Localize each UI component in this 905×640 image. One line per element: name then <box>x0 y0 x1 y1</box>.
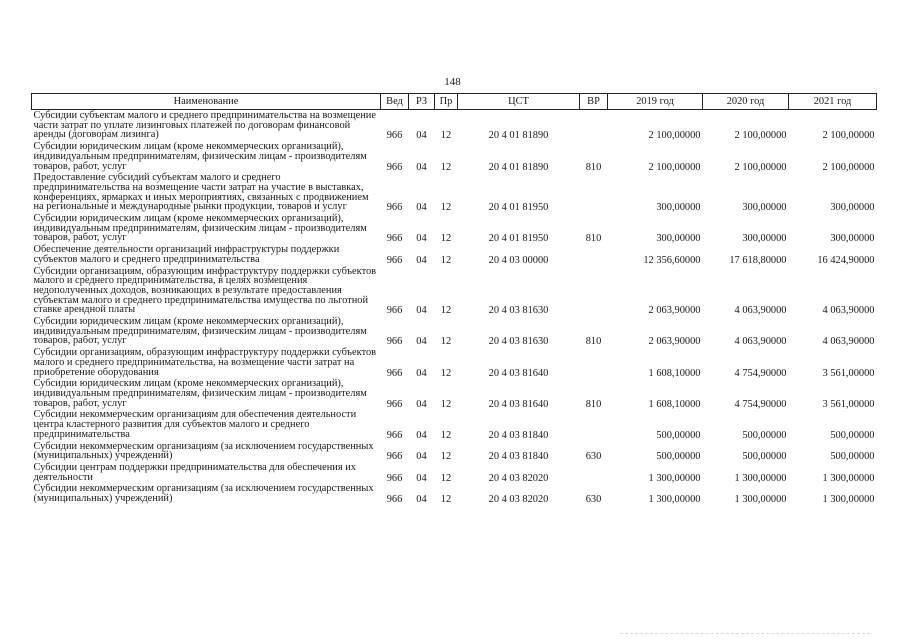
cell-ved: 966 <box>386 429 403 441</box>
column-header-pr: Пр <box>435 94 458 110</box>
table-row <box>32 409 877 440</box>
table-row <box>32 110 877 142</box>
table-row <box>32 266 877 317</box>
cell-ved: 966 <box>386 254 403 266</box>
table-row <box>32 441 877 462</box>
table-row <box>32 141 877 172</box>
cell-2019: 2 063,90000 <box>648 305 701 317</box>
cell-vr <box>580 347 608 378</box>
cell-name: Предоставление субсидий субъектам малого и среднего предпринимательства на возмещение части затрат на участие в выставках, конференциях, ярмарках и иных мероприятиях, связанных с продвижением на региональные и международные рынки продукции, товаров и услуг <box>33 172 369 213</box>
cell-2019: 1 608,10000 <box>648 398 701 410</box>
cell-rz: 04 <box>416 398 427 410</box>
table-header-row <box>32 94 877 110</box>
cell-rz: 04 <box>416 429 427 441</box>
cell-2021: 300,00000 <box>830 233 875 245</box>
cell-2021: 3 561,00000 <box>822 398 875 410</box>
cell-ved: 966 <box>386 451 403 463</box>
cell-ved: 966 <box>386 233 403 245</box>
table-row <box>32 244 877 265</box>
cell-ved: 966 <box>386 202 403 214</box>
cell-2019: 2 100,00000 <box>648 161 701 173</box>
cell-name: Субсидии некоммерческим организациям для обеспечения деятельности центра кластерного развития для субъектов малого и среднего предпринимательства <box>33 409 357 440</box>
cell-2020: 1 300,00000 <box>734 472 787 484</box>
cell-rz: 04 <box>416 472 427 484</box>
cell-cst: 20 4 03 81640 <box>488 367 549 379</box>
cell-2021: 1 300,00000 <box>822 472 875 484</box>
cell-2019: 2 100,00000 <box>648 130 701 142</box>
cell-cst: 20 4 03 82020 <box>488 494 549 506</box>
cell-vr <box>580 266 608 317</box>
cell-name: Субсидии юридическим лицам (кроме некоммерческих организаций), индивидуальным предпринимателям, физическим лицам - производителям товаров, работ, услуг <box>33 378 367 409</box>
cell-2019: 2 063,90000 <box>648 336 701 348</box>
column-header-rz: РЗ <box>409 94 435 110</box>
cell-ved: 966 <box>386 130 403 142</box>
cell-vr: 630 <box>585 451 602 463</box>
scan-artifact <box>620 633 870 637</box>
cell-cst: 20 4 01 81950 <box>488 233 549 245</box>
column-header-name: Наименование <box>32 94 381 110</box>
cell-2020: 2 100,00000 <box>734 130 787 142</box>
cell-ved: 966 <box>386 494 403 506</box>
cell-name: Субсидии организациям, образующим инфраструктуру поддержки субъектов малого и среднего предпринимательства, в целях возмещения недополученных доходов, возникающих в результате предоставления субъектам малого и среднего предпринимательства имущества по льготной ставке арендной платы <box>33 265 377 316</box>
cell-ved: 966 <box>386 336 403 348</box>
cell-2020: 2 100,00000 <box>734 161 787 173</box>
cell-vr <box>580 409 608 440</box>
cell-ved: 966 <box>386 367 403 379</box>
column-header-2021: 2021 год <box>789 94 877 110</box>
page-number: 148 <box>444 76 461 88</box>
cell-rz: 04 <box>416 494 427 506</box>
table-row <box>32 483 877 504</box>
cell-2021: 300,00000 <box>830 202 875 214</box>
cell-rz: 04 <box>416 451 427 463</box>
table-row <box>32 316 877 347</box>
cell-pr: 12 <box>440 429 452 441</box>
cell-cst: 20 4 03 81630 <box>488 336 549 348</box>
cell-vr: 810 <box>585 233 602 245</box>
cell-2019: 500,00000 <box>656 451 701 463</box>
cell-rz: 04 <box>416 254 427 266</box>
cell-2021: 16 424,90000 <box>817 254 875 266</box>
cell-vr <box>580 462 608 483</box>
cell-vr: 810 <box>585 398 602 410</box>
cell-cst: 20 4 03 81840 <box>488 451 549 463</box>
table-row <box>32 462 877 483</box>
cell-cst: 20 4 01 81890 <box>488 161 549 173</box>
cell-2020: 500,00000 <box>742 451 787 463</box>
cell-pr: 12 <box>440 130 452 142</box>
cell-ved: 966 <box>386 398 403 410</box>
table-row <box>32 378 877 409</box>
cell-rz: 04 <box>416 336 427 348</box>
cell-cst: 20 4 03 00000 <box>488 254 549 266</box>
cell-cst: 20 4 03 82020 <box>488 472 549 484</box>
cell-pr: 12 <box>440 472 452 484</box>
cell-2019: 300,00000 <box>656 202 701 214</box>
cell-cst: 20 4 03 81630 <box>488 305 549 317</box>
cell-2021: 3 561,00000 <box>822 367 875 379</box>
cell-name: Субсидии юридическим лицам (кроме некоммерческих организаций), индивидуальным предпринимателям, физическим лицам - производителям товаров, работ, услуг <box>33 141 367 172</box>
cell-2020: 4 754,90000 <box>734 398 787 410</box>
cell-name: Субсидии некоммерческим организациям (за исключением государственных (муниципальных) учреждений) <box>33 440 374 462</box>
cell-2021: 500,00000 <box>830 429 875 441</box>
cell-2021: 2 100,00000 <box>822 161 875 173</box>
cell-vr: 630 <box>585 494 602 506</box>
cell-2020: 300,00000 <box>742 233 787 245</box>
cell-2019: 1 608,10000 <box>648 367 701 379</box>
cell-rz: 04 <box>416 305 427 317</box>
cell-name: Субсидии юридическим лицам (кроме некоммерческих организаций), индивидуальным предпринимателям, физическим лицам - производителям товаров, работ, услуг <box>33 213 367 244</box>
table-body <box>32 110 877 505</box>
cell-rz: 04 <box>416 367 427 379</box>
cell-2020: 17 618,80000 <box>729 254 787 266</box>
cell-2021: 4 063,90000 <box>822 305 875 317</box>
column-header-vr: ВР <box>580 94 608 110</box>
cell-2021: 1 300,00000 <box>822 494 875 506</box>
cell-2019: 12 356,60000 <box>643 254 701 266</box>
budget-table <box>31 93 877 505</box>
cell-2021: 4 063,90000 <box>822 336 875 348</box>
cell-2020: 4 754,90000 <box>734 367 787 379</box>
cell-pr: 12 <box>440 494 452 506</box>
cell-name: Субсидии центрам поддержки предпринимательства для обеспечения их деятельности <box>33 461 356 483</box>
cell-name: Субсидии организациям, образующим инфраструктуру поддержки субъектов малого и среднего предпринимательства, на возмещение части затрат на приобретение оборудования <box>33 347 377 378</box>
cell-name: Субсидии субъектам малого и среднего предпринимательства на возмещение части затрат по уплате лизинговых платежей по договорам финансовой аренды (договорам лизинга) <box>33 110 376 141</box>
cell-cst: 20 4 01 81890 <box>488 130 549 142</box>
table-row <box>32 213 877 244</box>
cell-pr: 12 <box>440 233 452 245</box>
cell-2021: 2 100,00000 <box>822 130 875 142</box>
cell-pr: 12 <box>440 161 452 173</box>
table-row <box>32 172 877 213</box>
column-header-ved: Вед <box>381 94 409 110</box>
table-row <box>32 347 877 378</box>
cell-vr <box>580 172 608 213</box>
cell-2019: 1 300,00000 <box>648 494 701 506</box>
cell-pr: 12 <box>440 336 452 348</box>
cell-vr <box>580 244 608 265</box>
cell-rz: 04 <box>416 130 427 142</box>
cell-rz: 04 <box>416 202 427 214</box>
cell-cst: 20 4 01 81950 <box>488 202 549 214</box>
cell-rz: 04 <box>416 233 427 245</box>
cell-2020: 4 063,90000 <box>734 305 787 317</box>
cell-vr: 810 <box>585 336 602 348</box>
cell-2021: 500,00000 <box>830 451 875 463</box>
cell-ved: 966 <box>386 305 403 317</box>
column-header-2020: 2020 год <box>703 94 789 110</box>
cell-pr: 12 <box>440 305 452 317</box>
cell-pr: 12 <box>440 367 452 379</box>
cell-pr: 12 <box>440 254 452 266</box>
cell-ved: 966 <box>386 161 403 173</box>
cell-name: Субсидии юридическим лицам (кроме некоммерческих организаций), индивидуальным предпринимателям, физическим лицам - производителям товаров, работ, услуг <box>33 316 367 347</box>
column-header-cst: ЦСТ <box>458 94 580 110</box>
cell-2019: 300,00000 <box>656 233 701 245</box>
column-header-2019: 2019 год <box>608 94 703 110</box>
cell-vr <box>580 110 608 142</box>
cell-cst: 20 4 03 81840 <box>488 429 549 441</box>
cell-pr: 12 <box>440 202 452 214</box>
cell-2020: 500,00000 <box>742 429 787 441</box>
cell-2019: 1 300,00000 <box>648 472 701 484</box>
cell-pr: 12 <box>440 398 452 410</box>
cell-2020: 300,00000 <box>742 202 787 214</box>
cell-name: Обеспечение деятельности организаций инфраструктуры поддержки субъектов малого и среднего предпринимательства <box>33 244 340 265</box>
cell-2019: 500,00000 <box>656 429 701 441</box>
cell-2020: 4 063,90000 <box>734 336 787 348</box>
cell-vr: 810 <box>585 161 602 173</box>
cell-cst: 20 4 03 81640 <box>488 398 549 410</box>
cell-2020: 1 300,00000 <box>734 494 787 506</box>
cell-rz: 04 <box>416 161 427 173</box>
cell-ved: 966 <box>386 472 403 484</box>
cell-name: Субсидии некоммерческим организациям (за исключением государственных (муниципальных) учреждений) <box>33 483 374 505</box>
cell-pr: 12 <box>440 451 452 463</box>
